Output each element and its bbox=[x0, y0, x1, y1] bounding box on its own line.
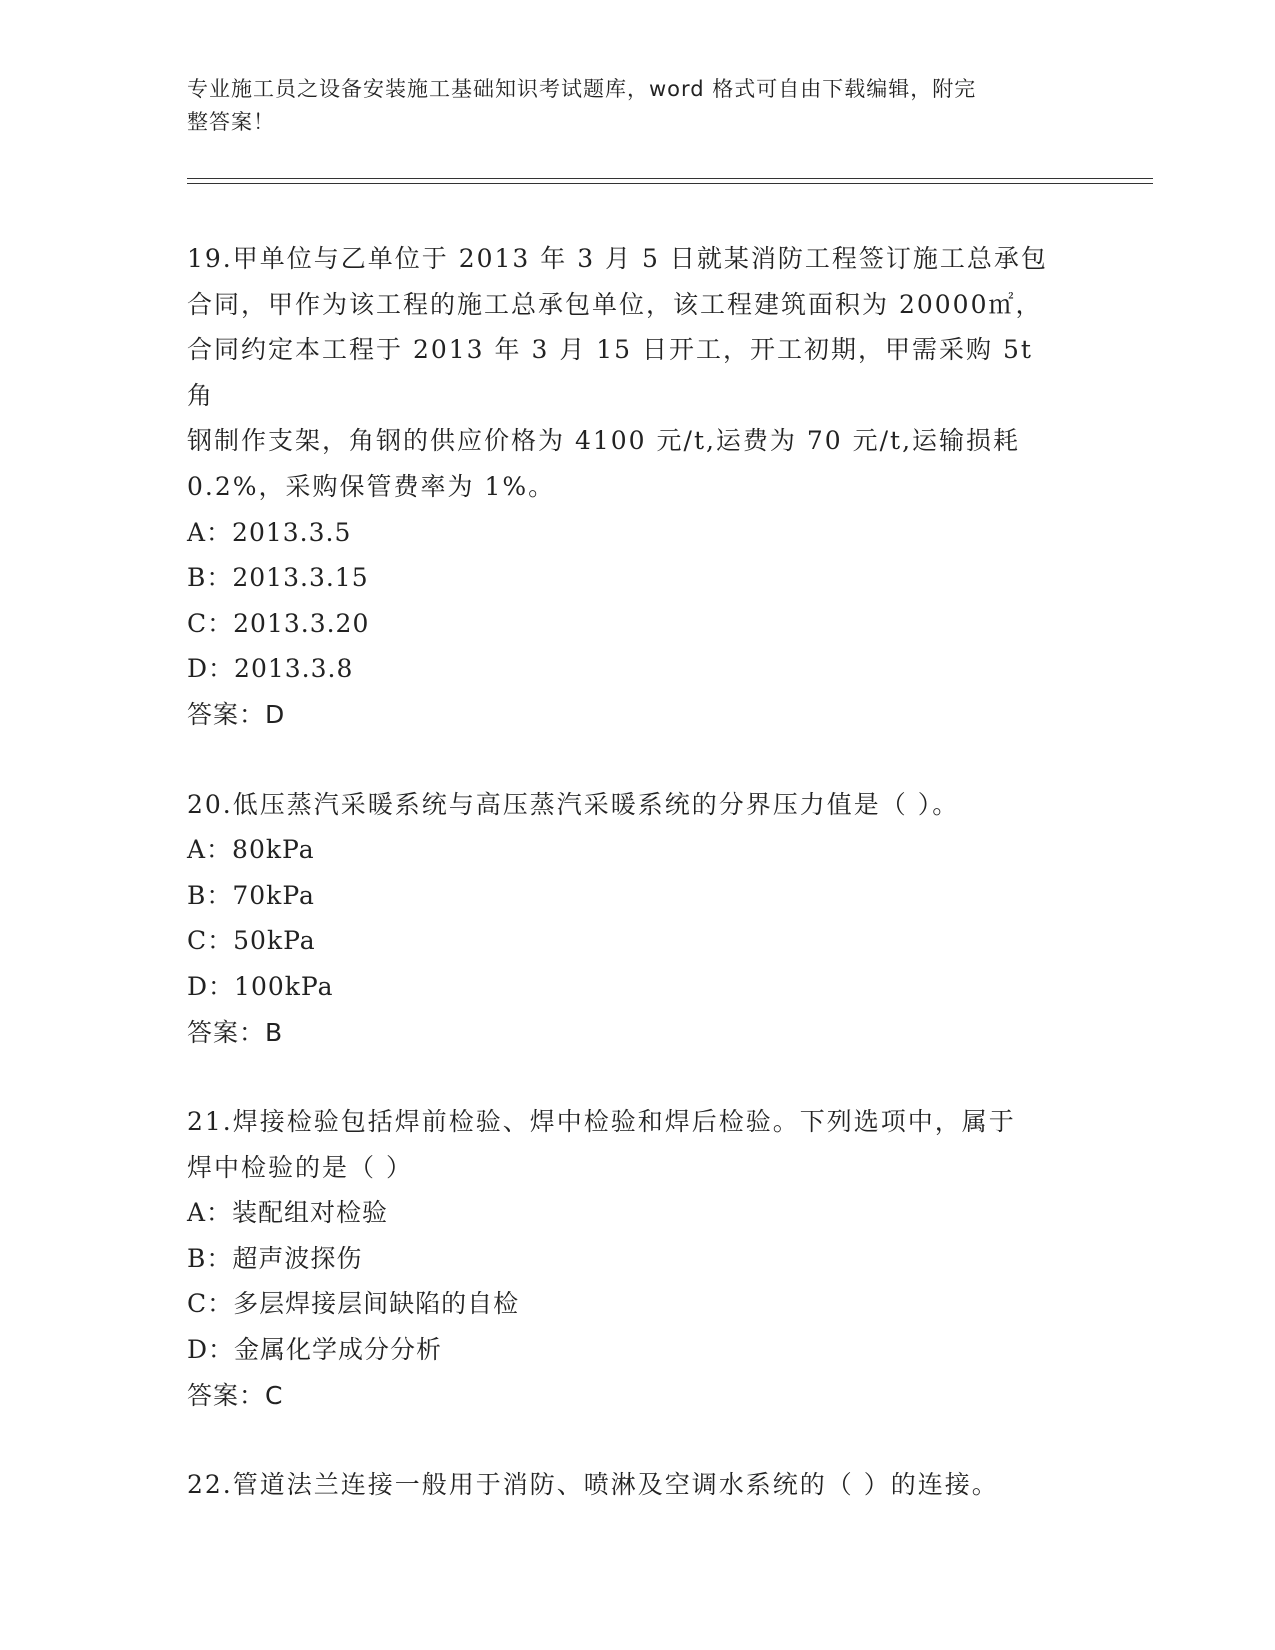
option-a: A：80kPa bbox=[187, 835, 315, 865]
question-19 bbox=[187, 236, 1067, 738]
question-line: 焊中检验的是（ ） bbox=[187, 1152, 413, 1182]
option-d: D：2013.3.8 bbox=[187, 654, 354, 684]
document-header bbox=[187, 73, 1067, 139]
header-divider bbox=[187, 178, 1153, 179]
option-d: D：100kPa bbox=[187, 971, 334, 1001]
question-22 bbox=[187, 1462, 1067, 1508]
option-d: D：金属化学成分分析 bbox=[187, 1335, 443, 1365]
question-text bbox=[187, 782, 1067, 828]
answer: 答案：B bbox=[187, 1017, 284, 1047]
option-b: B：70kPa bbox=[187, 880, 315, 910]
question-text bbox=[187, 1099, 1067, 1190]
option-c: C：50kPa bbox=[187, 926, 316, 956]
question-line: 21.焊接检验包括焊前检验、焊中检验和焊后检验。下列选项中，属于 bbox=[187, 1107, 1016, 1137]
option-a: A：2013.3.5 bbox=[187, 517, 352, 547]
option-c: C：多层焊接层间缺陷的自检 bbox=[187, 1289, 520, 1319]
header-line: 专业施工员之设备安装施工基础知识考试题库，word 格式可自由下载编辑，附完 bbox=[187, 77, 977, 101]
header-divider bbox=[187, 183, 1153, 184]
question-line: 0.2%，采购保管费率为 1%。 bbox=[187, 471, 556, 501]
spacer bbox=[187, 738, 1067, 782]
question-text bbox=[187, 1462, 1067, 1508]
question-list bbox=[187, 236, 1067, 1508]
answer: 答案：D bbox=[187, 699, 286, 729]
spacer bbox=[187, 1418, 1067, 1462]
question-21 bbox=[187, 1099, 1067, 1418]
header-line: 整答案！ bbox=[187, 110, 275, 134]
question-line: 合同，甲作为该工程的施工总承包单位，该工程建筑面积为 20000㎡， bbox=[187, 289, 1043, 319]
answer: 答案：C bbox=[187, 1380, 284, 1410]
option-c: C：2013.3.20 bbox=[187, 608, 370, 638]
option-b: B：超声波探伤 bbox=[187, 1243, 363, 1273]
question-line: 22.管道法兰连接一般用于消防、喷淋及空调水系统的（ ）的连接。 bbox=[187, 1470, 999, 1500]
question-line: 钢制作支架，角钢的供应价格为 4100 元/t,运费为 70 元/t,运输损耗 bbox=[187, 426, 1021, 456]
question-text bbox=[187, 236, 1067, 510]
question-line: 19.甲单位与乙单位于 2013 年 3 月 5 日就某消防工程签订施工总承包 bbox=[187, 244, 1048, 273]
spacer bbox=[187, 1055, 1067, 1099]
question-20 bbox=[187, 782, 1067, 1056]
option-b: B：2013.3.15 bbox=[187, 563, 369, 593]
question-line: 20.低压蒸汽采暖系统与高压蒸汽采暖系统的分界压力值是（ ）。 bbox=[187, 789, 960, 819]
option-a: A：装配组对检验 bbox=[187, 1198, 389, 1228]
question-line: 合同约定本工程于 2013 年 3 月 15 日开工，开工初期，甲需采购 5t 角 bbox=[187, 335, 1033, 410]
